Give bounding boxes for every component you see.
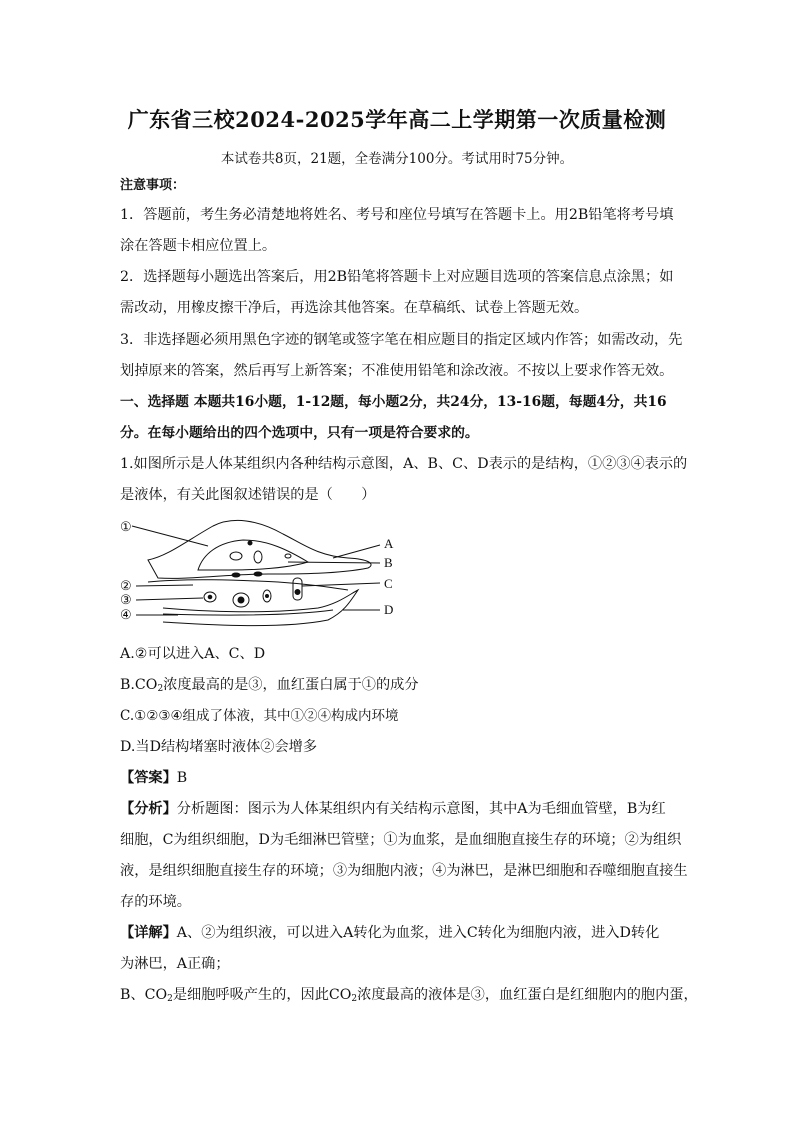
detail-line: B、$CO_2$是细胞呼吸产生的，因此$CO_2$浓度最高的液体是③，血红蛋白是红细胞内的胞内蛋， bbox=[120, 987, 698, 1004]
label-3: ③ bbox=[120, 592, 132, 607]
blood-cell-3 bbox=[248, 541, 252, 545]
option-b: $B.CO_2$浓度最高的是③，血红蛋白属于①的成分 bbox=[120, 677, 419, 694]
analysis-line: 【分析】分析题图：图示为人体某组织内有关结构示意图，其中A为毛细血管壁，B为红 bbox=[120, 801, 666, 817]
tissue-cell-2-nucleus bbox=[238, 597, 244, 603]
label-C: C bbox=[384, 576, 393, 591]
detail-line: 【详解】A、②为组织液，可以进入A转化为血浆，进入C转化为细胞内液，进入D转化 bbox=[120, 925, 660, 941]
leader-line-3 bbox=[136, 598, 203, 600]
analysis-line: 细胞，C为组织细胞，D为毛细淋巴管壁；①为血浆，是血细胞直接生存的环境；②为组织 bbox=[120, 832, 682, 848]
label-D: D bbox=[384, 602, 394, 617]
section-heading: 分。在每小题给出的四个选项中，只有一项是符合要求的。 bbox=[120, 425, 479, 441]
notice-line: 需改动，用橡皮擦干净后，再选涂其他答案。在草稿纸、试卷上答题无效。 bbox=[120, 300, 589, 316]
notice-line: 2．选择题每小题选出答案后，用2B铅笔将答题卡上对应题目选项的答案信息点涂黑；如 bbox=[120, 269, 674, 285]
tissue-structure-diagram bbox=[118, 512, 408, 632]
label-1: ① bbox=[120, 519, 132, 534]
blood-cell-4 bbox=[232, 573, 240, 577]
exam-info: 本试卷共8页，21题，全卷满分100分。考试用时75分钟。 bbox=[220, 151, 574, 167]
detail-line: 为淋巴，A正确； bbox=[120, 956, 230, 972]
question-stem: 1.如图所示是人体某组织内各种结构示意图，A、B、C、D表示的是结构，①②③④表示的 bbox=[120, 456, 688, 472]
notice-line: 3．非选择题必须用黑色字迹的钢笔或签字笔在相应题目的指定区域内作答；如需改动，先 bbox=[120, 332, 683, 348]
tissue-cell-3-nucleus bbox=[266, 595, 269, 598]
lymph-vessel-wall bbox=[163, 590, 358, 626]
label-A: A bbox=[384, 536, 394, 551]
label-2: ② bbox=[120, 578, 132, 593]
blood-cell-6 bbox=[285, 554, 291, 558]
analysis-line: 液，是组织细胞直接生存的环境；③为细胞内液；④为淋巴，是淋巴细胞和吞噬细胞直接生 bbox=[120, 863, 688, 879]
lymph-vessel-inner bbox=[163, 610, 333, 615]
question-stem: 是液体，有关此图叙述错误的是（ ） bbox=[120, 487, 376, 503]
leader-line-B bbox=[288, 562, 380, 563]
tissue-cell-4-nucleus bbox=[295, 590, 300, 595]
blood-cell-5 bbox=[254, 572, 262, 576]
answer-line: 【答案】B bbox=[120, 770, 188, 786]
option-d: D.当D结构堵塞时液体②会增多 bbox=[120, 739, 318, 755]
option-c: C.①②③④组成了体液，其中①②④构成内环境 bbox=[120, 708, 399, 724]
capillary-outer-wall bbox=[148, 520, 371, 578]
leader-line-C bbox=[302, 583, 380, 586]
label-4: ④ bbox=[120, 607, 132, 622]
notice-line: 1．答题前，考生务必清楚地将姓名、考号和座位号填写在答题卡上。用2B铅笔将考号填 bbox=[120, 207, 674, 223]
page-title: 广东省三校2024-2025学年高二上学期第一次质量检测 bbox=[127, 107, 667, 132]
notice-heading: 注意事项： bbox=[120, 178, 186, 193]
section-heading: 一、选择题 本题共16小题，1-12题，每小题2分，共24分，13-16题，每题4分，共16 bbox=[120, 394, 667, 410]
leader-line-2 bbox=[136, 585, 193, 586]
blood-cell-2 bbox=[254, 551, 262, 563]
option-a: A.②可以进入A、C、D bbox=[120, 646, 266, 662]
capillary-inner-wall bbox=[198, 540, 308, 570]
analysis-line: 存的环境。 bbox=[120, 894, 191, 910]
notice-line: 涂在答题卡相应位置上。 bbox=[120, 238, 277, 254]
tissue-cell-1-nucleus bbox=[208, 595, 212, 599]
notice-line: 划掉原来的答案，然后再写上新答案；不准使用铅笔和涂改液。不按以上要求作答无效。 bbox=[120, 363, 674, 379]
leader-line-A bbox=[333, 545, 380, 558]
blood-cell-1 bbox=[230, 552, 242, 560]
label-B: B bbox=[384, 555, 393, 570]
